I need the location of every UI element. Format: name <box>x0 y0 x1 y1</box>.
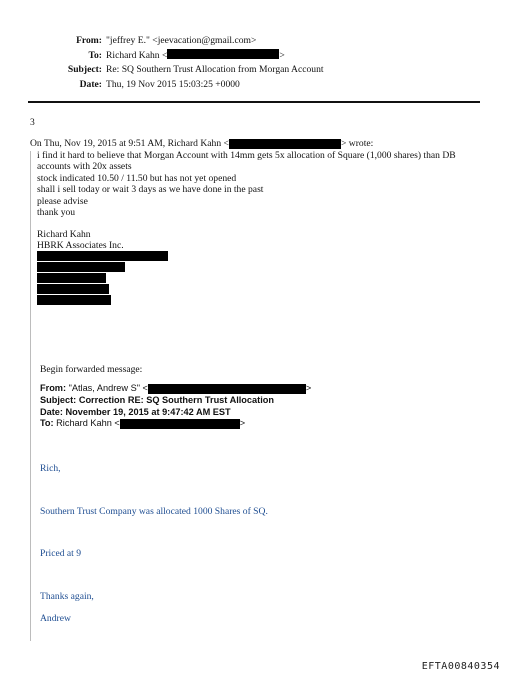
fwd-to-row <box>40 418 311 430</box>
signature-block <box>37 229 124 252</box>
from-label: From: <box>76 35 102 46</box>
quote-intro <box>30 138 373 149</box>
forwarded-header <box>40 383 311 430</box>
to-label: To: <box>88 49 102 61</box>
signature-name: Richard Kahn <box>37 229 91 240</box>
message-thanks-line: Thanks again, <box>40 591 94 602</box>
date-value: Thu, 19 Nov 2015 15:03:25 +0000 <box>106 78 240 90</box>
redaction-box <box>37 273 106 283</box>
redaction-box <box>229 139 341 149</box>
forwarded-lead: Begin forwarded message: <box>40 364 143 375</box>
header-to-row <box>20 49 324 64</box>
quoted-line: stock indicated 10.50 / 11.50 but has not yet opened <box>37 172 237 184</box>
redaction-box <box>148 384 306 394</box>
quote-intro-suffix: > wrote: <box>340 138 374 149</box>
quoted-line: accounts with 20x assets <box>37 161 132 173</box>
quoted-message-body <box>37 150 456 218</box>
quote-bar <box>30 151 31 641</box>
fwd-from-label: From: <box>40 383 67 393</box>
to-suffix: > <box>279 49 285 61</box>
fwd-subject-label: Subject: <box>40 394 77 405</box>
email-header <box>20 34 324 92</box>
redaction-box <box>167 49 279 59</box>
message-greeting: Rich, <box>40 463 61 474</box>
message-allocation-line: Southern Trust Company was allocated 1000 Shares of SQ. <box>40 506 268 517</box>
fwd-from-suffix: > <box>305 383 312 393</box>
signature-company: HBRK Associates Inc. <box>37 240 124 252</box>
date-label: Date: <box>79 78 102 90</box>
to-value: Richard Kahn < <box>106 49 168 61</box>
fwd-date-value: November 19, 2015 at 9:47:42 AM EST <box>65 406 231 417</box>
bates-number: EFTA00840354 <box>421 661 500 672</box>
header-date-row <box>20 78 324 93</box>
subject-label: Subject: <box>67 64 102 75</box>
fwd-to-suffix: > <box>239 418 246 429</box>
from-value: "jeffrey E." <jeevacation@gmail.com> <box>106 35 257 46</box>
header-from-row <box>20 34 324 49</box>
message-price-line: Priced at 9 <box>40 548 82 559</box>
fwd-to-value: Richard Kahn < <box>56 418 120 429</box>
fwd-to-label: To: <box>40 418 54 429</box>
message-signoff: Andrew <box>40 613 71 624</box>
subject-value: Re: SQ Southern Trust Allocation from Morgan Account <box>106 64 324 75</box>
redaction-box <box>37 295 111 305</box>
quoted-line: please advise <box>37 195 88 207</box>
fwd-from-row <box>40 383 311 395</box>
redaction-box <box>37 284 109 294</box>
quoted-line: shall i sell today or wait 3 days as we have done in the past <box>37 184 264 196</box>
redaction-box <box>37 251 168 261</box>
redaction-box <box>37 262 125 272</box>
page-number: 3 <box>30 117 35 128</box>
fwd-date-label: Date: <box>40 406 63 417</box>
fwd-from-value: "Atlas, Andrew S" < <box>68 383 148 393</box>
header-divider <box>28 101 480 103</box>
redaction-box <box>120 419 240 429</box>
quote-intro-prefix: On Thu, Nov 19, 2015 at 9:51 AM, Richard Kahn < <box>30 138 229 149</box>
fwd-subject-row <box>40 395 311 407</box>
fwd-date-row <box>40 407 311 419</box>
fwd-subject-value: Correction RE: SQ Southern Trust Allocation <box>78 394 274 405</box>
quoted-line: i find it hard to believe that Morgan Account with 14mm gets 5x allocation of Square (1,000 shares) than DB <box>37 150 456 161</box>
quoted-line: thank you <box>37 207 76 219</box>
header-subject-row <box>20 63 324 78</box>
